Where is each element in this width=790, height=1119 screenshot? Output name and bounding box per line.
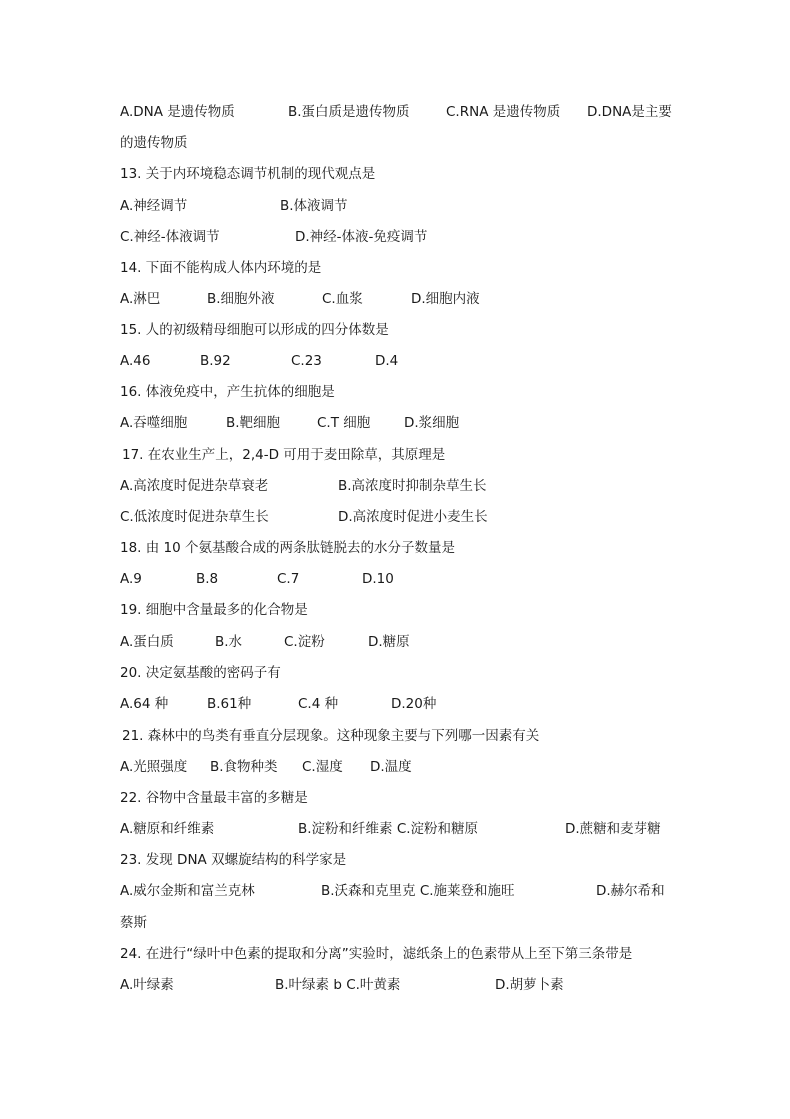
q24-option-a: A.叶绿素 [120,977,174,993]
q12-option-a: A.DNA 是遗传物质 [120,104,235,120]
q15-option-c: C.23 [291,353,322,369]
q20-option-a: A.64 种 [120,696,169,712]
q24-option-b-c: B.叶绿素 b C.叶黄素 [275,977,401,993]
q16-option-a: A.吞噬细胞 [120,415,188,431]
q17-option-a: A.高浓度时促进杂草衰老 [120,478,269,494]
q23-option-a: A.威尔金斯和富兰克林 [120,883,255,899]
q14-option-b: B.细胞外液 [207,291,275,307]
q14-option-a: A.淋巴 [120,291,161,307]
q18-option-a: A.9 [120,571,142,587]
q18-option-d: D.10 [362,571,394,587]
q15-option-b: B.92 [200,353,231,369]
q17-option-c: C.低浓度时促进杂草生长 [120,509,269,525]
q15-option-d: D.4 [375,353,399,369]
q18-option-b: B.8 [196,571,219,587]
q16-option-d: D.浆细胞 [404,415,460,431]
q19-option-a: A.蛋白质 [120,634,174,650]
q18-option-c: C.7 [277,571,300,587]
q12-option-b: B.蛋白质是遗传物质 [288,104,410,120]
q20-option-b: B.61种 [207,696,252,712]
q12-option-c: C.RNA 是遗传物质 [446,104,561,120]
q12-option-d: D.DNA是主要 [587,104,672,120]
q22-option-d: D.蔗糖和麦芽糖 [565,821,661,837]
q21-option-b: B.食物种类 [210,759,278,775]
q21-option-a: A.光照强度 [120,759,188,775]
q13-option-c: C.神经-体液调节 [120,229,220,245]
q13-option-d: D.神经-体液-免疫调节 [295,229,428,245]
q22-option-b-c: B.淀粉和纤维素 C.淀粉和糖原 [298,821,479,837]
q14-option-d: D.细胞内液 [411,291,480,307]
q13-option-b: B.体液调节 [280,198,348,214]
q19-option-d: D.糖原 [368,634,410,650]
q21-option-c: C.湿度 [302,759,343,775]
q22-option-a: A.糖原和纤维素 [120,821,215,837]
q21-option-d: D.温度 [370,759,412,775]
q13-option-a: A.神经调节 [120,198,188,214]
q23-option-b-c: B.沃森和克里克 C.施莱登和施旺 [321,883,515,899]
q23-option-d: D.赫尔希和 [596,883,665,899]
q17-option-d: D.高浓度时促进小麦生长 [338,509,488,525]
q17-option-b: B.高浓度时抑制杂草生长 [338,478,487,494]
exam-page: A.DNA 是遗传物质 B.蛋白质是遗传物质 C.RNA 是遗传物质 D.DNA是主要 的遗传物质 13. 关于内环境稳态调节机制的现代观点是 A.神经调节 B.体液调节 C.神经-体液调节 D.神经-体液-免疫调节 14. 下面不能构成人体内环境的是 A.淋巴 B.细胞外液 C.血浆 D.细胞内液 15. 人的初级精母细胞可以形成的四分体数是 A.46 B.92 C.23 D.4 16. 体液免疫中，产生抗体的细胞是 A.吞噬细胞 B.靶细胞 C.T 细胞 D.浆细胞 17. 在农业生产上，2,4-D 可用于麦田除草，其原理是 A.高浓度时促进杂草衰老 B.高浓度时抑制杂草生长 C.低浓度时促进杂草生长 D.高浓度时促进小麦生长 18. 由 10 个氨基酸合成的两条肽链脱去的水分子数量是 A.9 B.8 C.7 D.10 19. 细胞中含量最多的化合物是 A.蛋白质 B.水 C.淀粉 D.糖原 20. 决定氨基酸的密码子有 A.64 种 B.61种 C.4 种 D.20种 21. 森林中的鸟类有垂直分层现象。这种现象主要与下列哪一因素有关 A.光照强度 B.食物种类 C.湿度 D.温度 22. 谷物中含量最丰富的多糖是 A.糖原和纤维素 B.淀粉和纤维素 C.淀粉和糖原 D.蔗糖和麦芽糖 23. 发现 DNA 双螺旋结构的科学家是 A.威尔金斯和富兰克林 B.沃森和克里克 C.施莱登和施旺 D.赫尔希和 蔡斯 24. 在进行“绿叶中色素的提取和分离”实验时，滤纸条上的色素带从上至下第三条带是 A.叶绿素 B.叶绿素 b C.叶黄素 D.胡萝卜素 [120,104,672,993]
q20-option-d: D.20种 [391,696,437,712]
q16-option-c: C.T 细胞 [317,415,371,431]
q24-option-d: D.胡萝卜素 [495,977,564,993]
q16-option-b: B.靶细胞 [226,415,281,431]
q14-option-c: C.血浆 [322,291,363,307]
q19-option-b: B.水 [215,634,243,650]
q15-option-a: A.46 [120,353,151,369]
q20-option-c: C.4 种 [298,696,339,712]
q19-option-c: C.淀粉 [284,634,325,650]
